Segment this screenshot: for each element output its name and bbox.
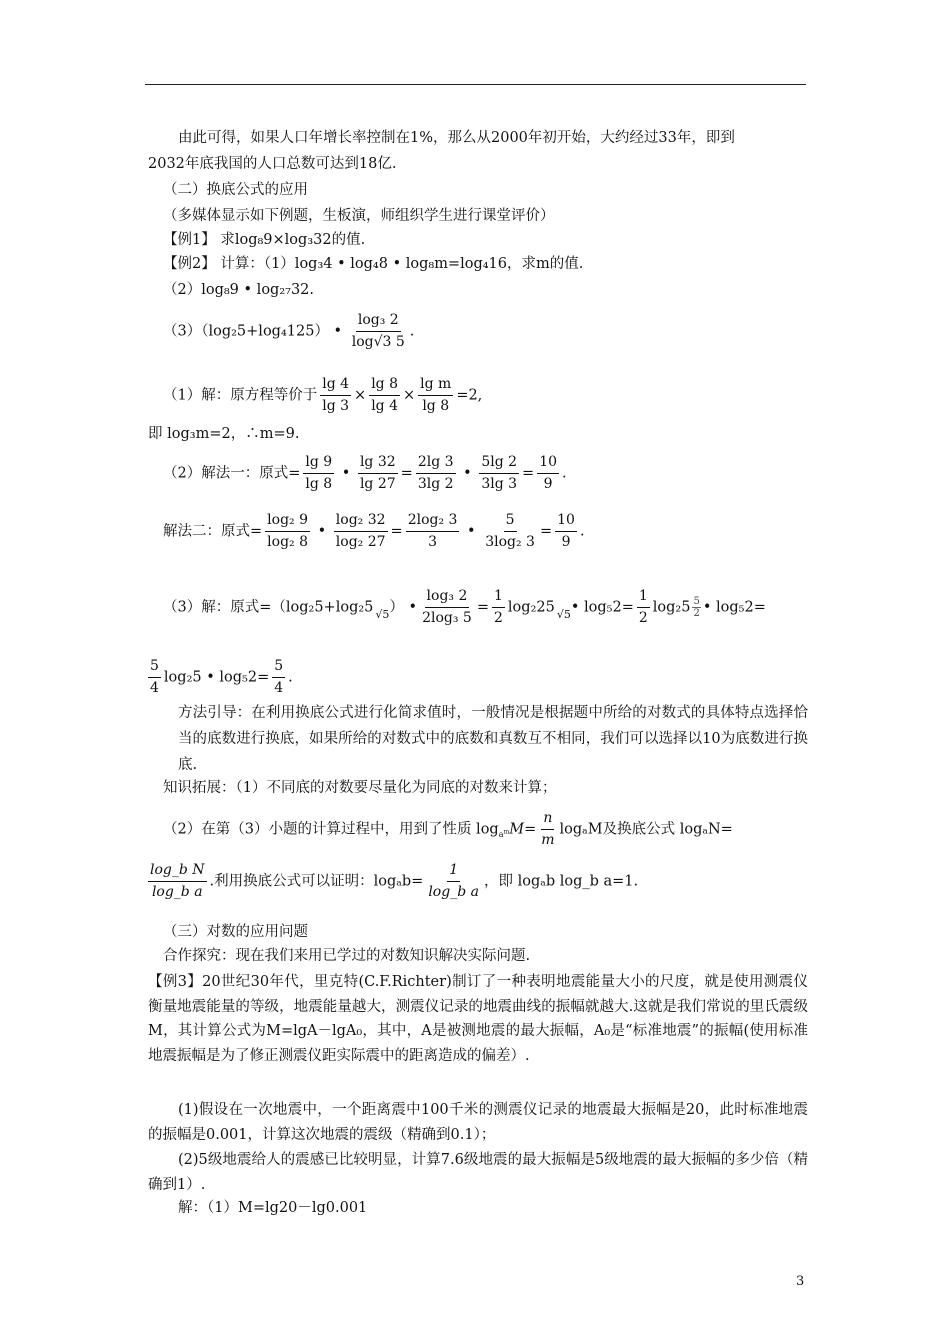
text-line: （多媒体显示如下例题，生板演，师组织学生进行课堂评价）	[163, 208, 555, 224]
method-guide: 方法引导：在利用换底公式进行化简求值时，一般情况是根据题中所给的对数式的具体特点选择恰当的底数进行换底，如果所给的对数式中的底数和真数互不相同，我们可以选择以10为底数进行换底.	[178, 705, 808, 773]
example-2-part-3: （3）（log₂5+log₄125） • $\frac{\text{log₃ 2}}{\log√3 5}$ .	[163, 312, 415, 350]
change-of-base-formula: $\frac{\text{log\_b N}}{\text{log\_b a}}$ .利用换底公式可以证明：logₐb= $\frac{1}{\text{log\_b a}}$ ，即 logₐb log_b a=1.	[150, 862, 639, 900]
solution-2-method-1: （2）解法一：原式= $\frac{\lg 9}{\lg 8}$ • $\frac{\lg 32}{\lg 27}$ = $\frac{2\lg 3}{3\lg 2}$ • $\frac{5\lg 2}{3\lg 3}$ = $\frac{10}{9}$ .	[163, 454, 567, 492]
section-heading: （三）对数的应用问题	[163, 924, 308, 940]
solution-2-method-2: 解法二：原式= $\frac{\text{log₂ 9}}{\text{log₂ 8}}$ • $\frac{\text{log₂ 32}}{\text{log₂ 27}}$ = $\frac{\text{2log₂ 3}}{3}$ • $\frac{5}{\text{3log₂ 3}}$ = $\frac{10}{9}$ .	[163, 512, 585, 550]
fraction: $\frac{5}{4}$	[150, 658, 159, 696]
fraction: $\frac{\lg 8}{\lg 4}$	[371, 376, 398, 414]
text-line: 由此可得，如果人口年增长率控制在1%，那么从2000年初开始，大约经过33年，即到	[178, 130, 735, 146]
fraction: $\frac{2\lg 3}{3\lg 2}$	[417, 454, 454, 492]
fraction: $\frac{\text{log₃ 2}}{\log√3 5}$	[351, 312, 405, 350]
section-heading: （二）换底公式的应用	[163, 182, 308, 198]
fraction: $\frac{5\lg 2}{3\lg 3}$	[481, 454, 518, 492]
fraction: $\frac{\text{log₂ 32}}{\text{log₂ 27}}$	[335, 512, 386, 550]
knowledge-extension: 知识拓展：（1）不同底的对数要尽量化为同底的对数来计算；	[163, 780, 557, 796]
example-2-part-2: （2）log₈9 • log₂₇32.	[163, 282, 315, 298]
text-line: 合作探究：现在我们来用已学过的对数知识解决实际问题.	[163, 948, 531, 964]
knowledge-extension-2: （2）在第（3）小题的计算过程中，用到了性质 $\log_{a^m}M=$ $\frac{n}{m}$ logₐM及换底公式 logₐN=	[163, 810, 733, 848]
fraction: $\frac{\text{lg m}}{\lg 8}$	[420, 376, 452, 414]
fraction: $\frac{10}{9}$	[557, 512, 575, 550]
solution-1-result: 即 log₃m=2，∴m=9.	[148, 426, 300, 442]
solution-3: （3）解：原式=（log₂5+log₂5 $_{√5}$） • $\frac{\text{log₃ 2}}{\text{2log₃ 5}}$ = $\frac{1}{2}$ log₂25 $_{√5}$• log₅2= $\frac{1}{2}$ log₂5 $\frac{5}{2}$ • log₅2=	[163, 588, 766, 626]
page-number: 3	[796, 1274, 805, 1289]
fraction: $\frac{\lg 9}{\lg 8}$	[305, 454, 333, 492]
solution-3-result: $\frac{5}{4}$ log₂5 • log₅2= $\frac{5}{4}$ .	[150, 658, 293, 696]
text-line: 2032年底我国的人口总数可达到18亿.	[148, 156, 397, 172]
fraction: $\frac{n}{m}$	[541, 810, 555, 848]
solution-line: 解：（1）M=lg20－lg0.001	[178, 1200, 368, 1216]
fraction: $\frac{1}{\text{log\_b a}}$	[428, 862, 479, 900]
fraction: $\frac{\text{log\_b N}}{\text{log\_b a}}$	[150, 862, 205, 900]
fraction: $\frac{10}{9}$	[539, 454, 558, 492]
solution-1: （1）解：原方程等价于 $\frac{\lg 4}{\lg 3}$ × $\frac{\lg 8}{\lg 4}$ × $\frac{\text{lg m}}{\lg 8}$ =2,	[163, 376, 483, 414]
example-3-part-1: (1)假设在一次地震中，一个距离震中100千米的测震仪记录的地震最大振幅是20，此时标准地震的振幅是0.001，计算这次地震的震级（精确到0.1）；	[148, 1102, 808, 1143]
fraction: $\frac{\text{log₂ 9}}{\text{log₂ 8}}$	[267, 512, 308, 550]
fraction: $\frac{\lg 32}{\lg 27}$	[359, 454, 396, 492]
fraction: $\frac{1}{2}$	[638, 588, 648, 626]
header-rule	[145, 84, 806, 85]
example-3-part-2: (2)5级地震给人的震感已比较明显，计算7.6级地震的最大振幅是5级地震的最大振幅的多少倍（精确到1）.	[148, 1152, 808, 1193]
fraction: $\frac{5}{2}$	[693, 596, 700, 619]
example-3: 【例3】20世纪30年代，里克特(C.F.Richter)制订了一种表明地震能量大小的尺度，就是使用测震仪衡量地震能量的等级，地震能量越大，测震仪记录的地震曲线的振幅就越大.这就是我们常说的里氏震级M，其计算公式为M=lgA－lgA₀，其中，A是被测地震的最大振幅，A₀是“标准地震”的振幅(使用标准地震振幅是为了修正测震仪距实际震中的距离造成的偏差）.	[148, 974, 808, 1064]
fraction: $\frac{\text{log₃ 2}}{\text{2log₃ 5}}$	[422, 588, 472, 626]
fraction: $\frac{5}{\text{3log₂ 3}}$	[485, 512, 535, 550]
example-1: 【例1】 求log₈9×log₃32的值.	[163, 232, 366, 248]
fraction: $\frac{1}{2}$	[494, 588, 503, 626]
fraction: $\frac{\lg 4}{\lg 3}$	[322, 376, 350, 414]
fraction: $\frac{5}{4}$	[274, 658, 284, 696]
example-2: 【例2】 计算：（1）log₃4 • log₄8 • log₈m=log₄16，求m的值.	[163, 256, 584, 272]
fraction: $\frac{\text{2log₂ 3}}{3}$	[407, 512, 458, 550]
